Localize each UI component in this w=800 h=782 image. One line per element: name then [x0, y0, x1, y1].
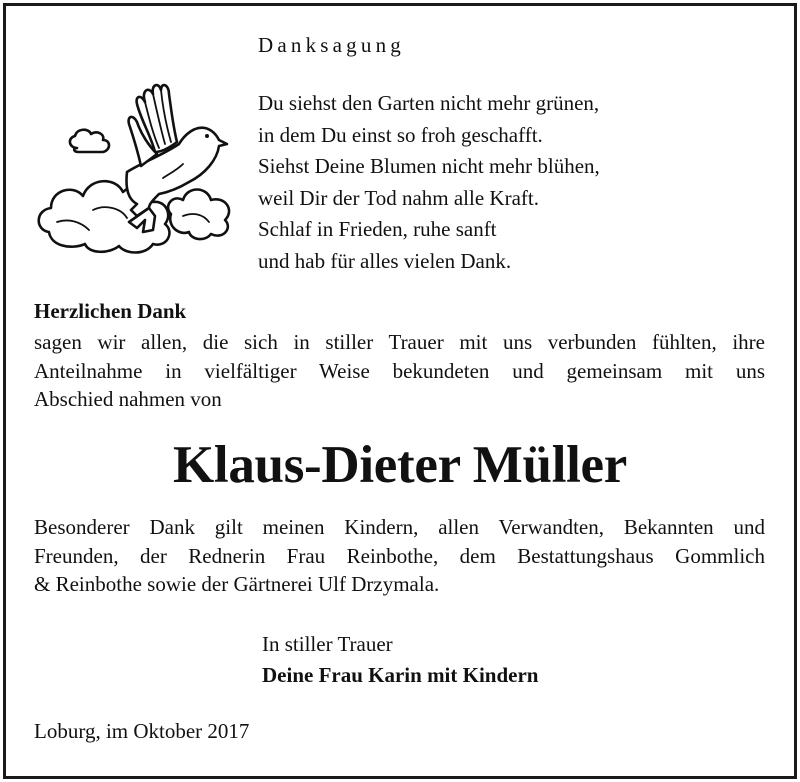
poem-line: weil Dir der Tod nahm alle Kraft.	[258, 185, 539, 210]
poem-line: und hab für alles vielen Dank.	[258, 248, 512, 273]
poem-line: Siehst Deine Blumen nicht mehr blühen,	[258, 154, 600, 178]
deceased-name: Klaus-Dieter Müller	[172, 436, 627, 494]
poem-line: Du siehst den Garten nicht mehr grünen,	[258, 91, 600, 115]
paragraph-line: & Reinbothe sowie der Gärtnerei Ulf Drzymala.	[34, 572, 440, 596]
paragraph-line: Besonderer Dank gilt meinen Kindern, allen Verwandten, Bekannten und	[34, 515, 765, 539]
signature: Deine Frau Karin mit Kindern	[262, 663, 539, 687]
paragraph-line: Anteilnahme in vielfältiger Weise bekundeten und gemeinsam mit uns	[34, 358, 765, 383]
special-thanks-paragraph	[34, 513, 765, 599]
poem	[258, 88, 600, 277]
paragraph-line: Abschied nahmen von	[34, 387, 222, 411]
paragraph-line: Freunden, der Rednerin Frau Reinbothe, dem Bestattungshaus Gommlich	[34, 543, 765, 568]
paragraph-line: sagen wir allen, die sich in stiller Trauer mit uns verbunden fühlten, ihre	[34, 330, 765, 354]
place-date: Loburg, im Oktober 2017	[34, 719, 250, 743]
poem-line: in dem Du einst so froh geschafft.	[258, 122, 543, 147]
dove-on-clouds-icon	[33, 82, 243, 260]
thanks-paragraph	[34, 328, 765, 414]
poem-line: Schlaf in Frieden, ruhe sanft	[258, 217, 497, 241]
thanks-title: Herzlichen Dank	[34, 299, 187, 323]
heading-danksagung: Danksagung	[258, 33, 405, 57]
mourning-line: In stiller Trauer	[262, 632, 393, 656]
